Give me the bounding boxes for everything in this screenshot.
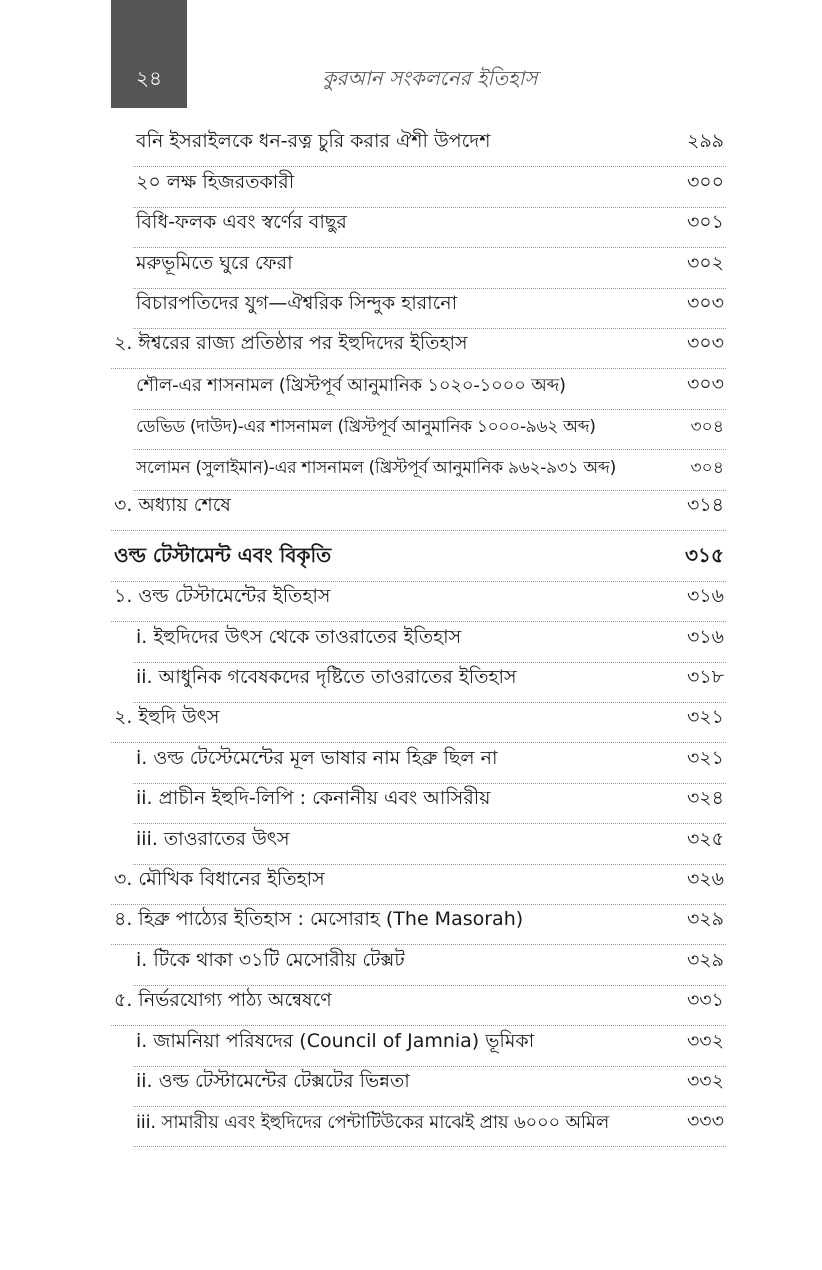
toc-entry-page-number: ৩০২ <box>686 251 724 274</box>
toc-entry <box>133 945 726 985</box>
toc-entry-title: সলোমন (সুলাইমান)-এর শাসনামল (খ্রিস্টপূর্ব আনুমানিক ৯৬২-৯৩১ অব্দ) <box>136 457 616 478</box>
toc-entry-title: ওল্ড টেস্টামেন্ট এবং বিকৃতি <box>114 542 332 567</box>
toc-entry-page-number: ৩৩৩ <box>686 1110 724 1133</box>
toc-entry <box>133 208 726 248</box>
toc-entry-page-number: ৩৩২ <box>686 1029 724 1052</box>
toc-entry-page-number: ৩২৯ <box>686 908 724 931</box>
toc-entry-page-number: ৩২৫ <box>686 827 724 850</box>
toc-entry-page-number: ৩০১ <box>686 211 724 234</box>
toc-entry-title: i. ওল্ড টেস্টেমেন্টের মূল ভাষার নাম হিব্রু ছিল না <box>136 746 498 769</box>
toc-entry-page-number: ৩০৪ <box>690 457 724 478</box>
toc-entry <box>133 663 726 703</box>
toc-entry-title: ২. ঈশ্বরের রাজ্য প্রতিষ্ঠার পর ইহুদিদের ইতিহাস <box>114 332 468 355</box>
toc-entry-title: মরুভূমিতে ঘুরে ফেরা <box>136 251 293 274</box>
toc-section-heading <box>111 541 726 582</box>
toc-entry <box>133 167 726 207</box>
toc-entry <box>133 1107 726 1147</box>
toc-entry-title: i. জামনিয়া পরিষদের (Council of Jamnia) ভূমিকা <box>136 1029 535 1052</box>
toc-entry <box>133 784 726 824</box>
toc-entry-title: শৌল-এর শাসনামল (খ্রিস্টপূর্ব আনুমানিক ১০২০-১০০০ অব্দ) <box>136 374 566 396</box>
toc-entry-page-number: ৩২৯ <box>686 948 724 971</box>
page-number: ২৪ <box>136 66 162 90</box>
toc-entry-page-number: ৩০৪ <box>690 417 724 438</box>
toc-entry <box>133 1026 726 1066</box>
toc-entry-page-number: ৩২৬ <box>686 868 724 891</box>
table-of-contents <box>111 127 726 1147</box>
toc-entry <box>111 905 726 945</box>
toc-entry <box>111 986 726 1026</box>
toc-entry-title: iii. তাওরাতের উৎস <box>136 827 290 850</box>
toc-entry-title: ii. প্রাচীন ইহুদি-লিপি : কেনানীয় এবং আসিরীয় <box>136 787 491 810</box>
toc-entry-page-number: ৩২১ <box>686 706 724 729</box>
toc-entry <box>111 703 726 743</box>
toc-entry-title: ৩. অধ্যায় শেষে <box>114 493 231 516</box>
toc-entry-page-number: ৩৩২ <box>686 1069 724 1092</box>
toc-entry-page-number: ৩০৩ <box>686 332 724 355</box>
toc-entry <box>111 491 726 531</box>
toc-entry <box>133 369 726 409</box>
toc-entry-page-number: ৩২১ <box>686 746 724 769</box>
toc-entry-title: i. ইহুদিদের উৎস থেকে তাওরাতের ইতিহাস <box>136 625 462 648</box>
toc-entry <box>111 329 726 369</box>
toc-entry <box>133 127 726 167</box>
toc-entry-title: i. টিকে থাকা ৩১টি মেসোরীয় টেক্সট <box>136 948 405 971</box>
toc-entry-page-number: ৩০০ <box>686 170 724 193</box>
toc-entry-title: ২. ইহুদি উৎস <box>114 706 220 729</box>
toc-entry-page-number: ৩০৩ <box>686 372 724 395</box>
toc-entry <box>111 865 726 905</box>
toc-entry <box>133 248 726 288</box>
toc-entry <box>133 450 726 490</box>
toc-entry-title: বিধি-ফলক এবং স্বর্ণের বাছুর <box>136 211 347 234</box>
toc-entry-title: ii. আধুনিক গবেষকদের দৃষ্টিতে তাওরাতের ইতিহাস <box>136 666 517 689</box>
toc-entry <box>133 1067 726 1107</box>
toc-entry-page-number: ৩১৫ <box>685 542 724 567</box>
toc-entry-page-number: ৩১৬ <box>686 585 724 608</box>
toc-entry <box>133 824 726 864</box>
toc-entry-page-number: ৩২৪ <box>686 787 724 810</box>
toc-entry-page-number: ৩১৬ <box>686 625 724 648</box>
toc-entry-page-number: ৩০৩ <box>686 291 724 314</box>
toc-entry-title: ২০ লক্ষ হিজরতকারী <box>136 170 295 193</box>
toc-entry-title: ৫. নির্ভরযোগ্য পাঠ্য অন্বেষণে <box>114 989 332 1012</box>
toc-entry-page-number: ৩১৮ <box>686 666 724 689</box>
toc-entry <box>133 743 726 783</box>
toc-entry-title: ১. ওল্ড টেস্টামেন্টের ইতিহাস <box>114 585 331 608</box>
toc-entry-title: ii. ওল্ড টেস্টামেন্টের টেক্সটের ভিন্নতা <box>136 1069 410 1092</box>
toc-entry-page-number: ৩৩১ <box>686 989 724 1012</box>
toc-entry-title: বনি ইসরাইলকে ধন-রত্ন চুরি করার ঐশী উপদেশ <box>136 130 491 153</box>
toc-entry <box>133 410 726 450</box>
toc-entry-title: ৩. মৌখিক বিধানের ইতিহাস <box>114 868 325 891</box>
running-title: কুরআন সংকলনের ইতিহাস <box>322 66 538 90</box>
toc-entry-title: ডেভিড (দাউদ)-এর শাসনামল (খ্রিস্টপূর্ব আনুমানিক ১০০০-৯৬২ অব্দ) <box>136 417 596 438</box>
toc-entry-page-number: ২৯৯ <box>686 130 724 153</box>
toc-entry-page-number: ৩১৪ <box>686 493 724 516</box>
toc-entry <box>133 289 726 329</box>
toc-entry-title: ৪. হিব্রু পাঠ্যের ইতিহাস : মেসোরাহ (The Masorah) <box>114 908 524 931</box>
toc-entry <box>111 582 726 622</box>
toc-entry-title: iii. সামারীয় এবং ইহুদিদের পেন্টাটিউকের মাঝেই প্রায় ৬০০০ অমিল <box>136 1112 610 1134</box>
page-number-tab <box>111 0 187 108</box>
toc-entry <box>133 622 726 662</box>
toc-entry-title: বিচারপতিদের যুগ—ঐশ্বরিক সিন্দুক হারানো <box>136 291 458 314</box>
